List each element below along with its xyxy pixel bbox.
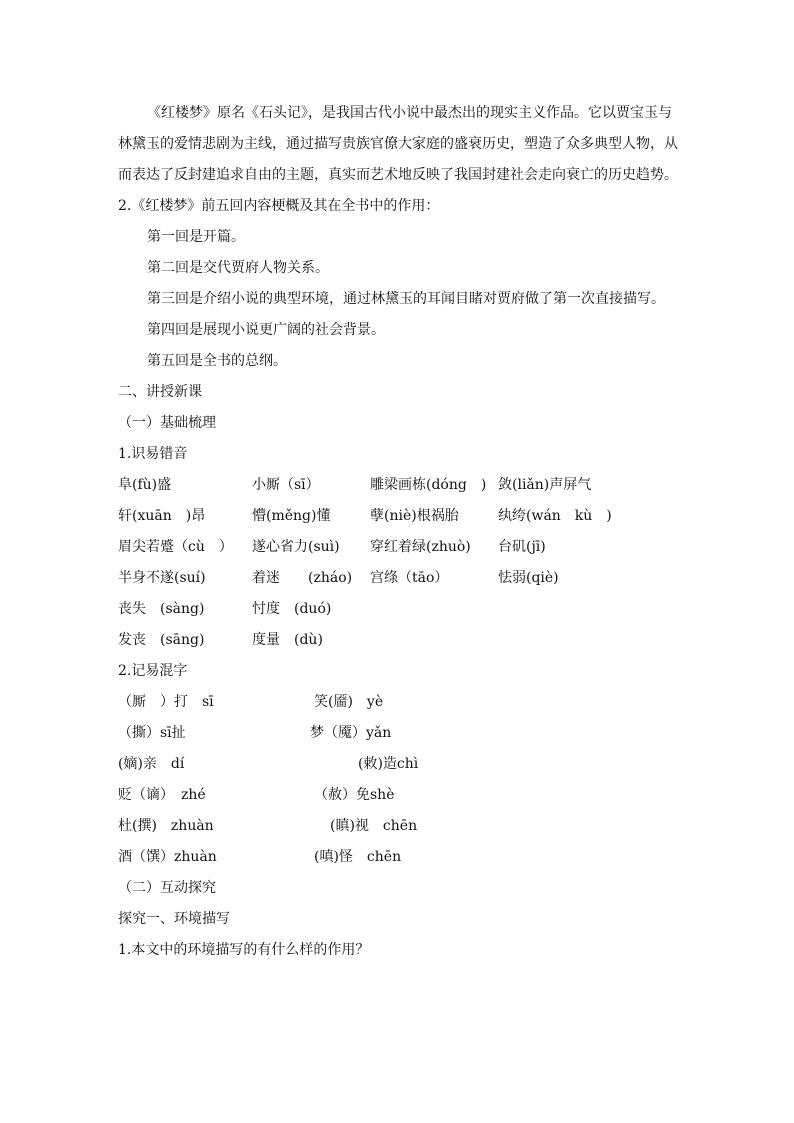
pron-cell: 纨绔(wán kù ) bbox=[498, 508, 612, 524]
char-cell: (瞋)视 chēn bbox=[330, 818, 418, 834]
lesson-heading: 二、讲授新课 bbox=[118, 384, 202, 400]
pron-cell: 度量 (dù) bbox=[252, 632, 323, 648]
question-text: 1.本文中的环境描写的有什么样的作用？ bbox=[118, 942, 370, 958]
confusable-chars-heading: 2.记易混字 bbox=[118, 663, 188, 679]
chapter-summary-1: 第一回是开篇。 bbox=[147, 229, 245, 245]
pron-cell: 忖度 (duó) bbox=[252, 601, 332, 617]
part1-heading: （一）基础梳理 bbox=[118, 415, 216, 431]
chapter-summary-5: 第五回是全书的总纲。 bbox=[147, 353, 287, 369]
chapter-summary-3: 第三回是介绍小说的典型环境，通过林黛玉的耳闻目睹对贾府做了第一次直接描写。 bbox=[147, 291, 665, 307]
pron-cell: 着迷 (zháo) bbox=[252, 570, 353, 586]
pron-cell: 穿红着绿(zhuò) bbox=[370, 539, 471, 555]
chapter-summary-4: 第四回是展现小说更广阔的社会背景。 bbox=[147, 322, 385, 338]
char-cell: 杜(撰) zhuàn bbox=[118, 818, 214, 834]
char-cell: 酒（馔）zhuàn bbox=[118, 849, 217, 865]
char-cell: 梦（魇）yǎn bbox=[310, 725, 392, 741]
explore-heading: 探究一、环境描写 bbox=[118, 911, 230, 927]
char-cell: （赦）免shè bbox=[314, 787, 395, 803]
pronunciation-heading: 1.识易错音 bbox=[118, 446, 188, 462]
pron-cell: 宫绦（tāo） bbox=[370, 570, 449, 586]
pron-cell: 怯弱(qiè) bbox=[498, 570, 559, 586]
pron-cell: 丧失 (sàng) bbox=[118, 601, 205, 617]
char-cell: 笑(靥) yè bbox=[314, 694, 384, 710]
intro-line-1: 《红楼梦》原名《石头记》，是我国古代小说中最杰出的现实主义作品。它以贾宝玉与 bbox=[147, 105, 672, 121]
pron-cell: 孽(niè)根祸胎 bbox=[370, 508, 459, 524]
pron-cell: 阜(fù)盛 bbox=[118, 477, 172, 493]
char-cell: (嫡)亲 dí bbox=[118, 756, 185, 772]
char-cell: 贬（谪） zhé bbox=[118, 787, 206, 803]
pron-cell: 雕梁画栋(dóng ) bbox=[370, 477, 487, 493]
pron-cell: 半身不遂(suí) bbox=[118, 570, 206, 586]
char-cell: (嗔)怪 chēn bbox=[314, 849, 402, 865]
pron-cell: 台矶(jī) bbox=[498, 539, 546, 555]
intro-line-2: 林黛玉的爱情悲剧为主线，通过描写贵族官僚大家庭的盛衰历史，塑造了众多典型人物，从 bbox=[118, 136, 678, 152]
pron-cell: 敛(liǎn)声屏气 bbox=[498, 477, 592, 493]
pron-cell: 眉尖若蹙（cù ） bbox=[118, 539, 233, 555]
char-cell: （撕）sī扯 bbox=[118, 725, 186, 741]
pron-cell: 发丧 (sāng) bbox=[118, 632, 205, 648]
intro-line-3: 而表达了反封建追求自由的主题，真实而艺术地反映了我国封建社会走向衰亡的历史趋势。 bbox=[118, 167, 678, 183]
char-cell: (敕)造chì bbox=[358, 756, 419, 772]
pron-cell: 轩(xuān )昂 bbox=[118, 508, 206, 524]
part2-heading: （二）互动探究 bbox=[118, 880, 216, 896]
chapter-summary-2: 第二回是交代贾府人物关系。 bbox=[147, 260, 329, 276]
section2-heading: 2.《红楼梦》前五回内容梗概及其在全书中的作用： bbox=[118, 198, 440, 214]
pron-cell: 遂心省力(suì) bbox=[252, 539, 340, 555]
pron-cell: 小厮（sī） bbox=[252, 477, 320, 493]
pron-cell: 懵(měng)懂 bbox=[252, 508, 331, 524]
char-cell: （厮 ）打 sī bbox=[118, 694, 214, 710]
